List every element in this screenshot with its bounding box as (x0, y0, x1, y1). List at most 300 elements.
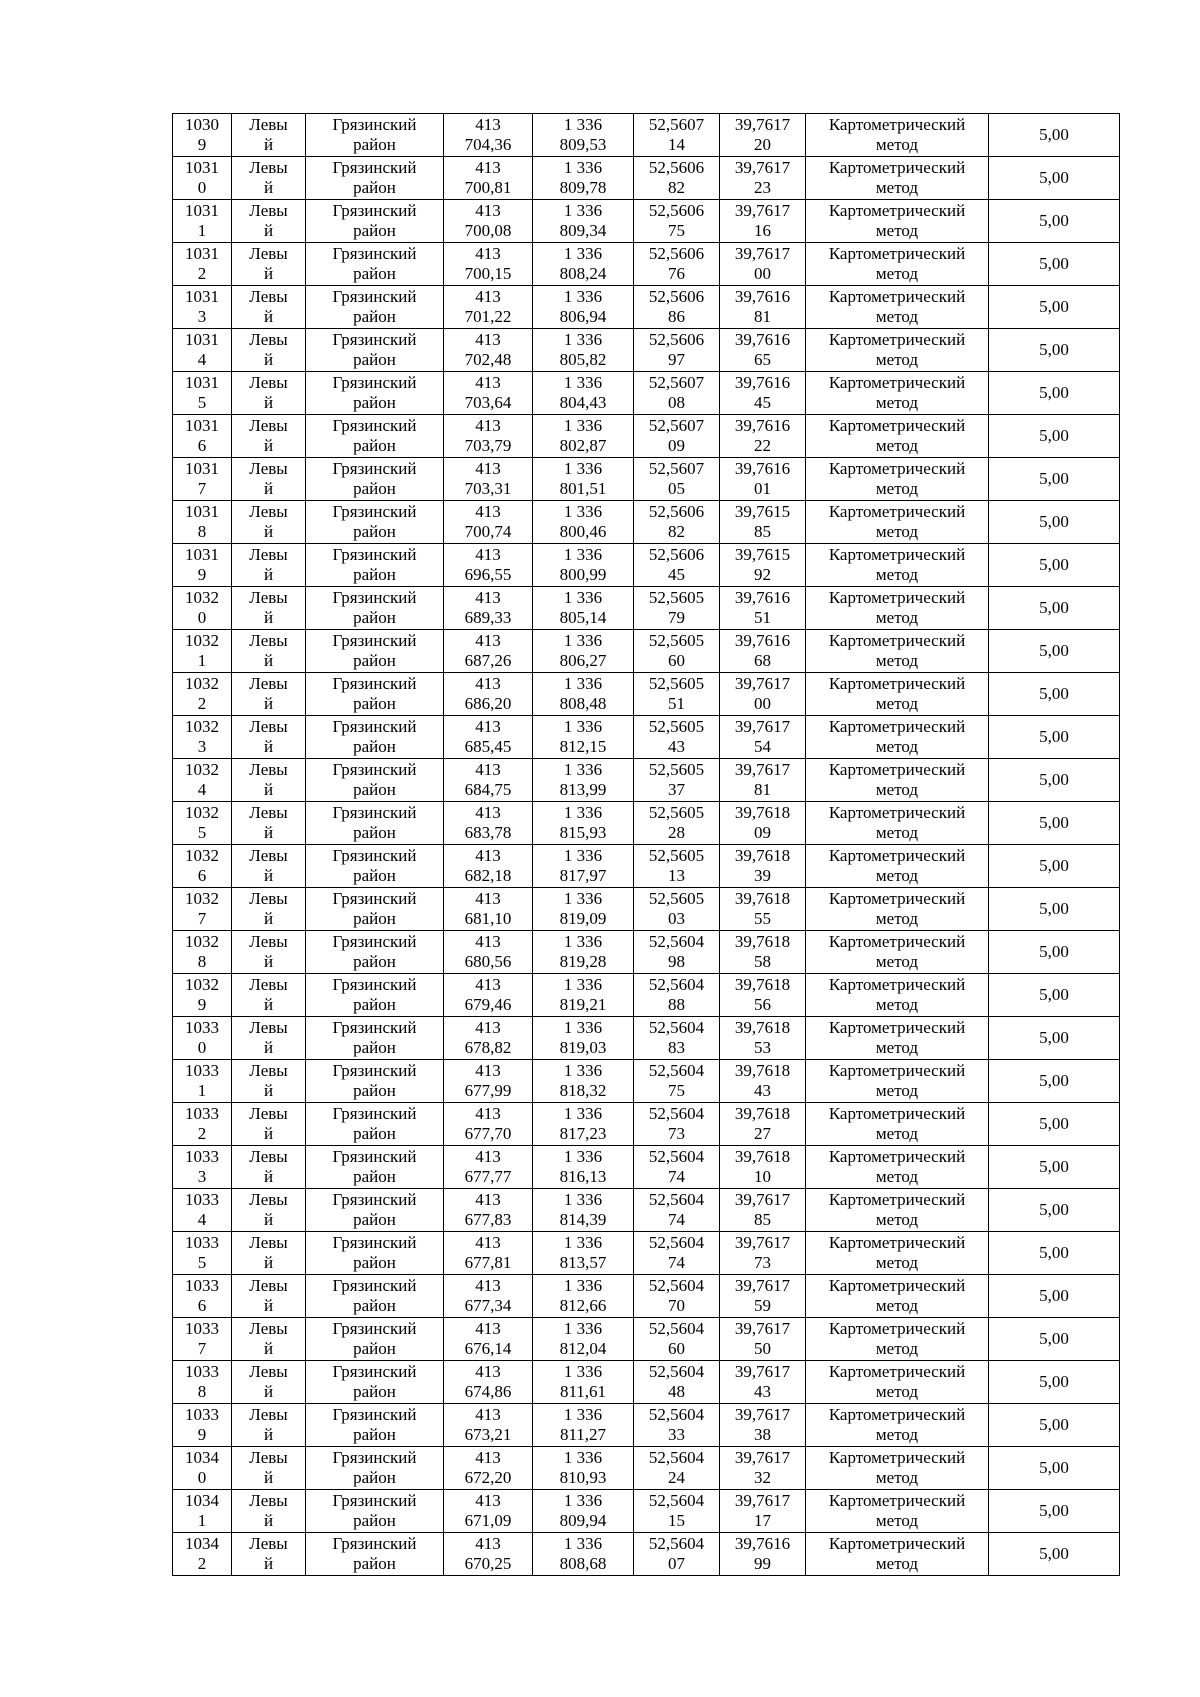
point-number-cell (173, 1060, 232, 1103)
longitude-cell (720, 157, 806, 200)
coord-x-cell (444, 200, 533, 243)
point-number-cell-line: 7 (197, 1339, 207, 1358)
point-number-cell-line: 1032 (185, 889, 219, 908)
bank-side-cell-line: й (263, 1554, 274, 1573)
latitude-cell (634, 759, 720, 802)
point-number-cell-line: 9 (197, 565, 207, 584)
district-cell-line: район (353, 393, 396, 412)
point-number-cell-line: 1034 (185, 1534, 219, 1553)
longitude-cell-line: 39,7617 (734, 760, 791, 779)
point-number-cell (173, 458, 232, 501)
point-number-cell-line: 1 (197, 651, 207, 670)
bank-side-cell-line: й (263, 221, 274, 240)
method-cell-line: метод (875, 436, 919, 455)
coord-x-cell-line: 703,31 (464, 479, 512, 498)
coord-y-cell (533, 802, 634, 845)
coord-x-cell-line: 413 (475, 1491, 501, 1510)
district-cell (306, 501, 444, 544)
coord-x-cell-line: 703,79 (464, 436, 512, 455)
table-row (173, 1232, 1120, 1275)
bank-side-cell (232, 1447, 306, 1490)
district-cell (306, 931, 444, 974)
latitude-cell-line: 52,5604 (648, 1018, 705, 1037)
district-cell (306, 243, 444, 286)
method-cell-line: метод (875, 264, 919, 283)
coord-y-cell-line: 813,57 (559, 1253, 607, 1272)
method-cell (806, 845, 989, 888)
method-cell (806, 1404, 989, 1447)
coord-y-cell (533, 1232, 634, 1275)
bank-side-cell-line: й (263, 694, 274, 713)
bank-side-cell-line: Левы (249, 201, 288, 220)
coord-x-cell-line: 413 (475, 1534, 501, 1553)
longitude-cell-line: 85 (754, 522, 771, 541)
longitude-cell-line: 54 (754, 737, 771, 756)
method-cell-line: Картометрический (828, 459, 966, 478)
coord-x-cell-line: 674,86 (464, 1382, 512, 1401)
longitude-cell (720, 458, 806, 501)
latitude-cell-line: 52,5605 (648, 631, 705, 650)
latitude-cell-line: 75 (668, 221, 685, 240)
bank-side-cell-line: й (263, 393, 274, 412)
bank-side-cell (232, 458, 306, 501)
point-number-cell-line: 1033 (185, 1233, 219, 1252)
district-cell-line: район (353, 1124, 396, 1143)
latitude-cell (634, 1404, 720, 1447)
latitude-cell-line: 33 (668, 1425, 685, 1444)
longitude-cell (720, 630, 806, 673)
district-cell (306, 415, 444, 458)
method-cell-line: метод (875, 608, 919, 627)
district-cell-line: район (353, 694, 396, 713)
latitude-cell (634, 974, 720, 1017)
method-cell-line: метод (875, 135, 919, 154)
longitude-cell-line: 39,7616 (734, 459, 791, 478)
method-cell-line: метод (875, 393, 919, 412)
district-cell (306, 630, 444, 673)
longitude-cell-line: 39,7615 (734, 545, 791, 564)
point-number-cell-line: 4 (197, 1210, 207, 1229)
coord-x-cell-line: 413 (475, 1147, 501, 1166)
coord-y-cell-line: 1 336 (563, 846, 603, 865)
latitude-cell-line: 37 (668, 780, 685, 799)
point-number-cell-line: 5 (197, 823, 207, 842)
method-cell (806, 415, 989, 458)
longitude-cell (720, 1447, 806, 1490)
latitude-cell (634, 501, 720, 544)
method-cell (806, 458, 989, 501)
bank-side-cell-line: й (263, 1124, 274, 1143)
coord-y-cell-line: 1 336 (563, 1362, 603, 1381)
accuracy-cell: 5,00 (989, 329, 1120, 372)
method-cell-line: Картометрический (828, 502, 966, 521)
coord-y-cell-line: 1 336 (563, 502, 603, 521)
method-cell (806, 1103, 989, 1146)
district-cell (306, 1060, 444, 1103)
latitude-cell-line: 13 (668, 866, 685, 885)
coord-y-cell-line: 819,21 (559, 995, 607, 1014)
longitude-cell-line: 39,7617 (734, 115, 791, 134)
longitude-cell-line: 39,7616 (734, 631, 791, 650)
method-cell-line: Картометрический (828, 760, 966, 779)
longitude-cell-line: 50 (754, 1339, 771, 1358)
latitude-cell-line: 52,5604 (648, 1491, 705, 1510)
coord-x-cell-line: 702,48 (464, 350, 512, 369)
district-cell-line: район (353, 479, 396, 498)
longitude-cell (720, 372, 806, 415)
accuracy-cell: 5,00 (989, 1318, 1120, 1361)
bank-side-cell-line: й (263, 1081, 274, 1100)
table-row (173, 458, 1120, 501)
coord-x-cell-line: 413 (475, 1061, 501, 1080)
bank-side-cell (232, 1146, 306, 1189)
district-cell-line: Грязинский (332, 932, 417, 951)
point-number-cell-line: 1 (197, 1511, 207, 1530)
bank-side-cell-line: Левы (249, 846, 288, 865)
district-cell (306, 1232, 444, 1275)
longitude-cell-line: 27 (754, 1124, 771, 1143)
accuracy-cell: 5,00 (989, 587, 1120, 630)
district-cell (306, 1275, 444, 1318)
district-cell (306, 286, 444, 329)
point-number-cell-line: 0 (197, 1468, 207, 1487)
latitude-cell-line: 73 (668, 1124, 685, 1143)
coord-y-cell-line: 804,43 (559, 393, 607, 412)
latitude-cell (634, 630, 720, 673)
latitude-cell-line: 52,5606 (648, 158, 705, 177)
point-number-cell-line: 5 (197, 1253, 207, 1272)
bank-side-cell-line: й (263, 436, 274, 455)
coord-x-cell-line: 413 (475, 588, 501, 607)
longitude-cell (720, 114, 806, 157)
coord-x-cell-line: 413 (475, 287, 501, 306)
point-number-cell-line: 6 (197, 1296, 207, 1315)
point-number-cell (173, 1533, 232, 1576)
latitude-cell-line: 52,5605 (648, 717, 705, 736)
district-cell (306, 759, 444, 802)
bank-side-cell-line: й (263, 1253, 274, 1272)
table-row (173, 716, 1120, 759)
point-number-cell-line: 2 (197, 1124, 207, 1143)
latitude-cell-line: 07 (668, 1554, 685, 1573)
district-cell-line: Грязинский (332, 287, 417, 306)
coord-x-cell (444, 716, 533, 759)
coord-x-cell-line: 413 (475, 158, 501, 177)
district-cell (306, 1490, 444, 1533)
table-row (173, 157, 1120, 200)
latitude-cell-line: 52,5605 (648, 760, 705, 779)
district-cell (306, 157, 444, 200)
latitude-cell (634, 1060, 720, 1103)
longitude-cell (720, 673, 806, 716)
longitude-cell-line: 59 (754, 1296, 771, 1315)
method-cell (806, 243, 989, 286)
coord-x-cell (444, 1103, 533, 1146)
coord-x-cell-line: 413 (475, 1276, 501, 1295)
latitude-cell-line: 52,5604 (648, 1534, 705, 1553)
district-cell-line: Грязинский (332, 889, 417, 908)
coord-y-cell (533, 501, 634, 544)
district-cell (306, 1533, 444, 1576)
accuracy-cell: 5,00 (989, 1189, 1120, 1232)
latitude-cell-line: 52,5607 (648, 115, 705, 134)
method-cell-line: метод (875, 1167, 919, 1186)
district-cell-line: район (353, 1425, 396, 1444)
latitude-cell-line: 52,5606 (648, 545, 705, 564)
point-number-cell-line: 1032 (185, 717, 219, 736)
bank-side-cell (232, 1318, 306, 1361)
longitude-cell (720, 1060, 806, 1103)
bank-side-cell (232, 243, 306, 286)
longitude-cell-line: 85 (754, 1210, 771, 1229)
bank-side-cell (232, 372, 306, 415)
coord-y-cell-line: 809,53 (559, 135, 607, 154)
method-cell-line: метод (875, 909, 919, 928)
coord-x-cell (444, 1060, 533, 1103)
bank-side-cell-line: Левы (249, 1061, 288, 1080)
table-row (173, 200, 1120, 243)
bank-side-cell-line: й (263, 1468, 274, 1487)
bank-side-cell (232, 630, 306, 673)
table-row (173, 544, 1120, 587)
latitude-cell-line: 09 (668, 436, 685, 455)
point-number-cell-line: 1033 (185, 1276, 219, 1295)
latitude-cell-line: 52,5607 (648, 373, 705, 392)
point-number-cell (173, 673, 232, 716)
coord-y-cell-line: 810,93 (559, 1468, 607, 1487)
coord-y-cell-line: 1 336 (563, 459, 603, 478)
method-cell-line: Картометрический (828, 1147, 966, 1166)
method-cell (806, 716, 989, 759)
point-number-cell-line: 6 (197, 866, 207, 885)
bank-side-cell-line: й (263, 952, 274, 971)
coord-y-cell (533, 1103, 634, 1146)
coord-x-cell (444, 630, 533, 673)
longitude-cell-line: 53 (754, 1038, 771, 1057)
coord-y-cell-line: 1 336 (563, 158, 603, 177)
latitude-cell-line: 52,5604 (648, 1190, 705, 1209)
latitude-cell-line: 28 (668, 823, 685, 842)
district-cell (306, 1189, 444, 1232)
method-cell (806, 286, 989, 329)
point-number-cell (173, 1189, 232, 1232)
table-row (173, 888, 1120, 931)
coord-x-cell (444, 587, 533, 630)
method-cell (806, 802, 989, 845)
latitude-cell-line: 83 (668, 1038, 685, 1057)
method-cell (806, 1060, 989, 1103)
latitude-cell (634, 1275, 720, 1318)
longitude-cell-line: 39,7618 (734, 932, 791, 951)
point-number-cell (173, 157, 232, 200)
coord-x-cell-line: 413 (475, 631, 501, 650)
district-cell-line: район (353, 952, 396, 971)
table-row (173, 1361, 1120, 1404)
point-number-cell-line: 1031 (185, 158, 219, 177)
bank-side-cell-line: й (263, 479, 274, 498)
bank-side-cell-line: Левы (249, 1362, 288, 1381)
coord-y-cell-line: 1 336 (563, 1491, 603, 1510)
coord-y-cell-line: 819,09 (559, 909, 607, 928)
method-cell-line: метод (875, 780, 919, 799)
bank-side-cell-line: й (263, 135, 274, 154)
method-cell-line: Картометрический (828, 1018, 966, 1037)
latitude-cell-line: 74 (668, 1210, 685, 1229)
latitude-cell-line: 82 (668, 522, 685, 541)
accuracy-cell: 5,00 (989, 372, 1120, 415)
bank-side-cell-line: й (263, 866, 274, 885)
latitude-cell-line: 74 (668, 1253, 685, 1272)
method-cell-line: метод (875, 1210, 919, 1229)
longitude-cell (720, 415, 806, 458)
coord-y-cell-line: 800,99 (559, 565, 607, 584)
point-number-cell-line: 1034 (185, 1448, 219, 1467)
district-cell (306, 200, 444, 243)
bank-side-cell (232, 802, 306, 845)
point-number-cell-line: 6 (197, 436, 207, 455)
coord-x-cell-line: 682,18 (464, 866, 512, 885)
longitude-cell (720, 1533, 806, 1576)
latitude-cell (634, 114, 720, 157)
latitude-cell-line: 51 (668, 694, 685, 713)
district-cell-line: район (353, 1468, 396, 1487)
district-cell-line: Грязинский (332, 330, 417, 349)
method-cell-line: Картометрический (828, 373, 966, 392)
latitude-cell-line: 60 (668, 1339, 685, 1358)
accuracy-cell: 5,00 (989, 1275, 1120, 1318)
table-row (173, 802, 1120, 845)
coord-y-cell (533, 1490, 634, 1533)
coord-x-cell (444, 1318, 533, 1361)
point-number-cell-line: 1033 (185, 1018, 219, 1037)
coord-y-cell-line: 817,23 (559, 1124, 607, 1143)
bank-side-cell-line: й (263, 1425, 274, 1444)
district-cell-line: Грязинский (332, 545, 417, 564)
accuracy-cell: 5,00 (989, 716, 1120, 759)
point-number-cell (173, 845, 232, 888)
bank-side-cell-line: Левы (249, 1018, 288, 1037)
latitude-cell-line: 45 (668, 565, 685, 584)
accuracy-cell: 5,00 (989, 243, 1120, 286)
coord-y-cell (533, 458, 634, 501)
coord-x-cell-line: 413 (475, 717, 501, 736)
district-cell-line: Грязинский (332, 1405, 417, 1424)
point-number-cell-line: 1031 (185, 287, 219, 306)
method-cell-line: Картометрический (828, 244, 966, 263)
method-cell (806, 200, 989, 243)
table-row (173, 1146, 1120, 1189)
coord-y-cell-line: 1 336 (563, 1147, 603, 1166)
coord-y-cell (533, 544, 634, 587)
longitude-cell-line: 39,7615 (734, 502, 791, 521)
bank-side-cell-line: й (263, 178, 274, 197)
method-cell-line: Картометрический (828, 1405, 966, 1424)
latitude-cell-line: 24 (668, 1468, 685, 1487)
longitude-cell (720, 931, 806, 974)
point-number-cell-line: 1031 (185, 502, 219, 521)
bank-side-cell-line: й (263, 737, 274, 756)
bank-side-cell-line: Левы (249, 631, 288, 650)
latitude-cell-line: 52,5604 (648, 975, 705, 994)
accuracy-cell: 5,00 (989, 114, 1120, 157)
latitude-cell (634, 1146, 720, 1189)
district-cell (306, 329, 444, 372)
bank-side-cell-line: Левы (249, 115, 288, 134)
accuracy-cell: 5,00 (989, 415, 1120, 458)
coord-x-cell (444, 458, 533, 501)
coord-y-cell (533, 1146, 634, 1189)
latitude-cell (634, 1533, 720, 1576)
longitude-cell-line: 43 (754, 1382, 771, 1401)
method-cell-line: Картометрический (828, 1233, 966, 1252)
point-number-cell-line: 1032 (185, 975, 219, 994)
coord-y-cell-line: 808,68 (559, 1554, 607, 1573)
coord-x-cell-line: 677,83 (464, 1210, 512, 1229)
coord-x-cell-line: 696,55 (464, 565, 512, 584)
district-cell-line: район (353, 823, 396, 842)
district-cell-line: район (353, 1210, 396, 1229)
point-number-cell-line: 1032 (185, 932, 219, 951)
bank-side-cell (232, 1103, 306, 1146)
method-cell (806, 329, 989, 372)
longitude-cell-line: 39 (754, 866, 771, 885)
accuracy-cell: 5,00 (989, 1361, 1120, 1404)
method-cell-line: Картометрический (828, 1534, 966, 1553)
bank-side-cell-line: й (263, 264, 274, 283)
longitude-cell (720, 1318, 806, 1361)
table-row (173, 286, 1120, 329)
point-number-cell-line: 1033 (185, 1190, 219, 1209)
longitude-cell-line: 00 (754, 264, 771, 283)
latitude-cell-line: 52,5604 (648, 1448, 705, 1467)
district-cell-line: Грязинский (332, 760, 417, 779)
longitude-cell-line: 22 (754, 436, 771, 455)
latitude-cell-line: 52,5606 (648, 287, 705, 306)
district-cell-line: Грязинский (332, 1190, 417, 1209)
longitude-cell-line: 39,7617 (734, 1276, 791, 1295)
coord-y-cell (533, 1060, 634, 1103)
coord-y-cell (533, 372, 634, 415)
coord-x-cell (444, 1490, 533, 1533)
table-row (173, 415, 1120, 458)
method-cell-line: метод (875, 694, 919, 713)
table-row (173, 1017, 1120, 1060)
coord-x-cell-line: 671,09 (464, 1511, 512, 1530)
latitude-cell (634, 286, 720, 329)
method-cell-line: Картометрический (828, 416, 966, 435)
longitude-cell-line: 39,7616 (734, 588, 791, 607)
bank-side-cell-line: Левы (249, 1405, 288, 1424)
coord-x-cell-line: 413 (475, 889, 501, 908)
coord-x-cell-line: 687,26 (464, 651, 512, 670)
longitude-cell (720, 888, 806, 931)
coord-x-cell-line: 703,64 (464, 393, 512, 412)
district-cell-line: Грязинский (332, 373, 417, 392)
latitude-cell-line: 88 (668, 995, 685, 1014)
bank-side-cell (232, 329, 306, 372)
point-number-cell-line: 9 (197, 1425, 207, 1444)
accuracy-cell: 5,00 (989, 1146, 1120, 1189)
district-cell-line: район (353, 1253, 396, 1272)
point-number-cell-line: 0 (197, 178, 207, 197)
method-cell (806, 544, 989, 587)
coord-y-cell (533, 157, 634, 200)
coord-x-cell-line: 413 (475, 846, 501, 865)
coord-x-cell-line: 413 (475, 1362, 501, 1381)
longitude-cell (720, 587, 806, 630)
latitude-cell-line: 98 (668, 952, 685, 971)
district-cell-line: район (353, 737, 396, 756)
